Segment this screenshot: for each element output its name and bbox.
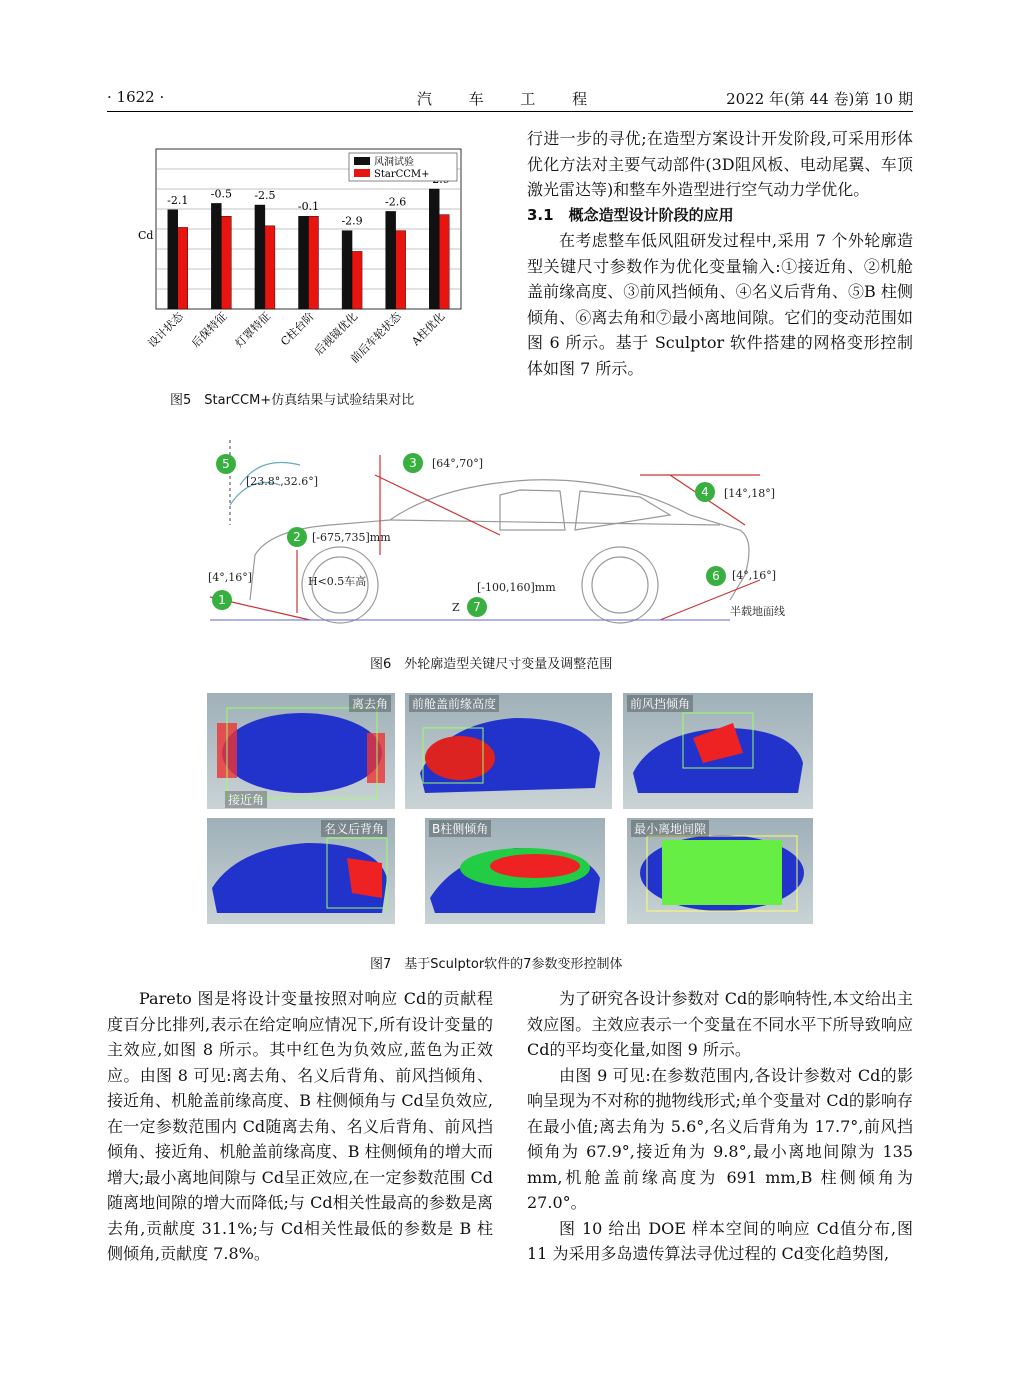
fig7-label: 接近角 <box>225 791 267 808</box>
header-rule <box>107 111 913 112</box>
tick-label: 前后车轮状态 <box>347 309 404 366</box>
paragraph: 行进一步的寻优;在造型方案设计开发阶段,可采用形体优化方法对主要气动部件(3D阻风板、电动尾翼、车顶激光雷达等)和整车外造型进行空气动力学优化。 <box>527 129 913 199</box>
fig6-marker-5: 5 <box>222 457 230 471</box>
tick-label: C柱台阶 <box>278 309 317 349</box>
fig6-range-1: [4°,16°] <box>208 571 253 584</box>
legend-swatch <box>354 157 370 165</box>
fig6-caption: 图6 外轮廓造型关键尺寸变量及调整范围 <box>370 657 613 672</box>
running-header <box>107 88 913 112</box>
y-axis-label: Cd <box>138 229 154 242</box>
tick-label: 设计状态 <box>145 309 186 351</box>
bar <box>309 216 319 309</box>
data-label: -2.6 <box>385 195 407 209</box>
right-top-column <box>527 126 913 381</box>
fig6-range-4: [14°,18°] <box>724 487 776 500</box>
fig6-marker-6: 6 <box>712 569 720 583</box>
bar <box>429 189 439 309</box>
fig6-range-7: [-100,160]mm <box>477 581 556 594</box>
bar <box>178 227 188 309</box>
section-title: 3.1 概念造型设计阶段的应用 <box>527 205 734 224</box>
bar <box>386 211 396 309</box>
fig6-z-label: Z <box>452 601 460 614</box>
fig6-marker-1: 1 <box>218 593 226 607</box>
legend-label: 风洞试验 <box>374 157 414 168</box>
bar <box>221 216 231 309</box>
tick-label: A柱优化 <box>409 309 448 349</box>
bar <box>265 226 275 309</box>
fig6-range-5: [23.8°,32.6°] <box>246 475 319 488</box>
bar <box>396 231 406 309</box>
fig6-height-label: H<0.5车高 <box>308 575 367 588</box>
fig6-car-outline <box>200 435 820 635</box>
fig7-panel <box>627 818 813 924</box>
bar <box>255 205 265 309</box>
data-label: -2.5 <box>254 189 276 202</box>
right-bottom-column <box>527 986 913 1267</box>
data-label: -0.5 <box>210 187 232 201</box>
fig7-panel <box>207 693 395 809</box>
fig6-marker-7: 7 <box>473 600 481 614</box>
paragraph: 为了研究各设计参数对 Cd的影响特性,本文给出主效应图。主效应表示一个变量在不同水平下所导致响应 Cd的平均变化量,如图 9 所示。 <box>527 989 913 1059</box>
bar <box>342 231 352 309</box>
data-label: -2.1 <box>167 193 189 207</box>
left-bottom-column <box>107 986 493 1267</box>
tick-label: 后保特征 <box>189 309 230 351</box>
legend-swatch <box>354 169 370 177</box>
fig6-marker-4: 4 <box>701 485 709 499</box>
fig6-range-2: [-675,735]mm <box>312 531 391 544</box>
fig7-panel <box>623 693 813 809</box>
fig7-label: 最小离地间隙 <box>631 820 709 837</box>
fig7-caption: 图7 基于Sculptor软件的7参数变形控制体 <box>370 957 623 972</box>
fig6-ground-label: 半载地面线 <box>730 605 785 618</box>
fig7-panel <box>405 693 612 809</box>
fig7-panel <box>207 818 395 924</box>
fig6-marker-2: 2 <box>293 530 301 544</box>
paragraph: 图 10 给出 DOE 样本空间的响应 Cd值分布,图 11 为采用多岛遗传算法寻优过程的 Cd变化趋势图, <box>527 1218 913 1263</box>
fig7-label: B柱侧倾角 <box>429 820 491 837</box>
fig7-label: 离去角 <box>349 695 391 712</box>
paragraph: 在考虑整车低风阻研发过程中,采用 7 个外轮廓造型关键尺寸参数作为优化变量输入:①接近角、②机舱盖前缘高度、③前风挡倾角、④名义后背角、⑤B 柱侧倾角、⑥离去角和⑦最小离地间隙。它们的变动范围如图 6 所示。基于 Sculptor 软件搭建的网格变形控制体如图 7 所示。 <box>527 231 913 378</box>
fig6-range-3: [64°,70°] <box>432 457 484 470</box>
fig5-caption: 图5 StarCCM+仿真结果与试验结果对比 <box>170 393 415 408</box>
fig7-label: 名义后背角 <box>321 820 387 837</box>
tick-label: 灯罩特征 <box>232 309 274 351</box>
data-label: -2.9 <box>341 214 363 228</box>
bar <box>211 203 221 309</box>
fig6-range-6: [4°,16°] <box>732 569 777 582</box>
bar <box>168 210 178 309</box>
fig5-bar-chart <box>128 143 473 383</box>
issue-info: 2022 年(第 44 卷)第 10 期 <box>726 90 913 108</box>
fig6-marker-3: 3 <box>409 456 417 470</box>
bar <box>439 215 449 309</box>
bar <box>352 251 362 309</box>
page-number: · 1622 · <box>107 88 165 106</box>
journal-name: 汽 车 工 程 <box>416 90 604 108</box>
fig7-label: 前舱盖前缘高度 <box>409 695 499 712</box>
paragraph: Pareto 图是将设计变量按照对响应 Cd的贡献程度百分比排列,表示在给定响应情况下,所有设计变量的主效应,如图 8 所示。其中红色为负效应,蓝色为正效应。由图 8 可见:离去角、名义后背角、前风挡倾角、接近角、机舱盖前缘高度、B 柱侧倾角与 Cd呈负效应,在一定参数范围内 Cd随离去角、名义后背角、前风挡倾角、接近角、机舱盖前缘高度、B 柱侧倾角的增大而增大;最小离地间隙与 Cd呈正效应,在一定参数范围 Cd随离地间隙的增大而降低;与 Cd相关性最高的参数是离去角,贡献度 31.1%;与 Cd相关性最低的参数是 B 柱侧倾角,贡献度 7.8%。 <box>107 989 493 1263</box>
legend-label: StarCCM+ <box>374 169 430 180</box>
bar <box>299 216 309 309</box>
fig7-label: 前风挡倾角 <box>627 695 693 712</box>
data-label: -0.1 <box>297 200 320 214</box>
fig7-panel <box>425 818 605 924</box>
tick-label: 后视镜优化 <box>312 309 361 359</box>
paragraph: 由图 9 可见:在参数范围内,各设计参数对 Cd的影响呈现为不对称的抛物线形式;单个变量对 Cd的影响存在最小值;离去角为 5.6°,名义后背角为 17.7°,前风挡倾角为 67.9°,接近角为 9.8°,最小离地间隙为 135 mm,机舱盖前缘高度为 691 mm,B 柱侧倾角为 27.0°。 <box>527 1065 913 1212</box>
